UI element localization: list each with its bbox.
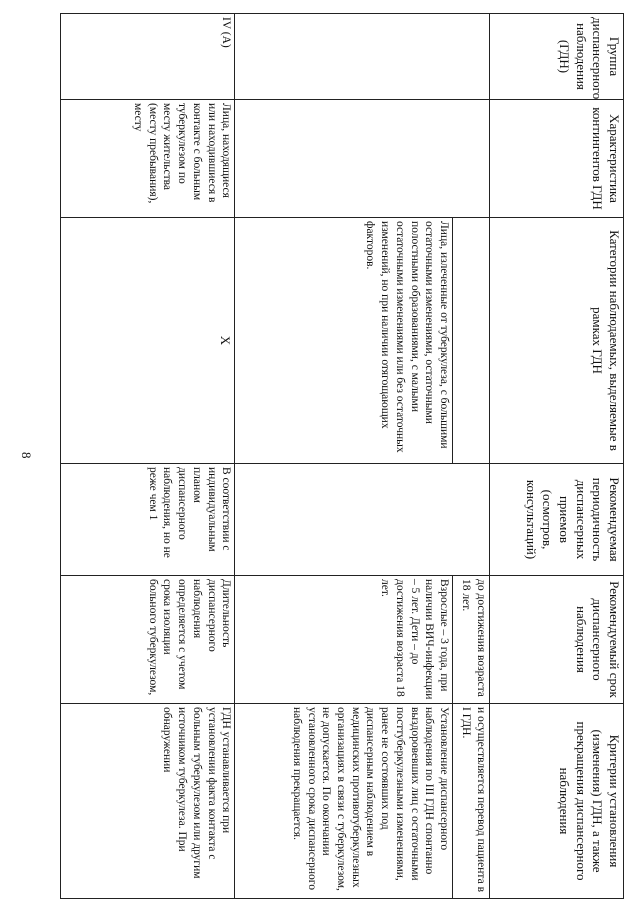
term-iii-text: Взрослые – 3 года, при наличии ВИЧ-инфекции – 5 лет. Дети – до достижения возраста 18 лет. xyxy=(379,579,451,700)
cell-criteria-iii xyxy=(235,704,490,899)
table-row-iii xyxy=(235,14,490,899)
cell-categories-iii xyxy=(235,218,490,464)
term-cont-text: до достижения возраста 18 лет. xyxy=(452,576,489,703)
cell-term-iv: Длительность диспансерного наблюдения определяется с учетом срока изоляции больного туберкулезом, xyxy=(61,576,235,704)
cell-criteria-iv: ГДН устанавливается при установлении факта контакта с больным туберкулезом или другим источником туберкулеза. При обнаружении xyxy=(61,704,235,899)
header-group: Группа диспансерного наблюдения (ГДН) xyxy=(490,14,624,100)
criteria-cont-text: и осуществляется перевод пациента в I ГДН. xyxy=(452,704,489,898)
page-number: 8 xyxy=(19,452,34,459)
cell-frequency-iv: В соответствии с индивидуальным планом диспансерного наблюдения, но не реже чем 1 xyxy=(61,464,235,576)
header-term: Рекомендуемый срок диспансерного наблюдения xyxy=(490,576,624,704)
header-criteria: Критерии установления (изменения) ГДН, а также прекращения диспансерного наблюдения xyxy=(490,704,624,899)
cell-group-iv: IV (А) xyxy=(61,14,235,100)
cell-group-empty xyxy=(235,14,490,100)
header-categories: Категории наблюдаемых, выделяемые в рамках ГДН xyxy=(490,218,624,464)
cell-contingent-empty xyxy=(235,100,490,218)
table-row-iv xyxy=(61,14,235,899)
categories-iii-text: Лица, излеченные от туберкулеза, с большими остаточными изменениями, остаточными полостными образованиями, с малыми остаточными изменениями или без остаточных изменений, но при наличии отягощающих факторов. xyxy=(364,221,451,453)
cell-categories-cont xyxy=(452,218,489,463)
document-table xyxy=(60,13,624,898)
cell-contingent-iv: Лица, находящиеся или находившиеся в контакте с больным туберкулезом по месту жительства (месту пребывания), месту xyxy=(61,100,235,218)
cell-categories-iv: Х xyxy=(61,218,235,464)
cell-frequency-empty xyxy=(235,464,490,576)
criteria-iii-text: Установление диспансерного наблюдения по III ГДН спонтанно выздоровевших лиц с остаточными посттуберкулезными изменениями, ранее не состоявших под диспансерным наблюдением в медицинских противотуберкулезных организациях в связи с туберкулезом, не допускается. По окончании установленного срока диспансерного наблюдения прекращается. xyxy=(290,707,451,891)
header-row xyxy=(490,14,624,899)
header-contingent: Характеристика контингентов ГДН xyxy=(490,100,624,218)
header-frequency: Рекомендуемая периодичность диспансерных приемов (осмотров, консультаций) xyxy=(490,464,624,576)
cell-term-iii xyxy=(235,576,490,704)
